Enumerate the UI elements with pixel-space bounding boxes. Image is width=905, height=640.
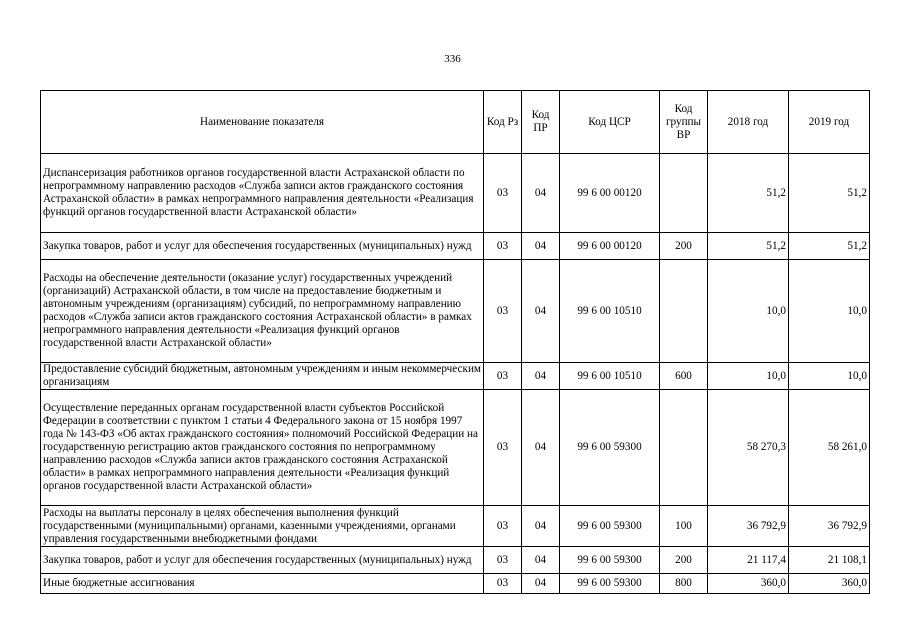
table-row: [41, 390, 870, 506]
row-vr: [660, 390, 708, 506]
row-2018: 21 117,4: [708, 547, 789, 574]
row-vr: 800: [660, 574, 708, 594]
header-vr: Код группы ВР: [660, 91, 708, 154]
row-2018: 360,0: [708, 574, 789, 594]
table-row: [41, 154, 870, 233]
row-pr: 04: [522, 506, 560, 547]
row-pr: 04: [522, 390, 560, 506]
row-rz: 03: [484, 233, 522, 260]
table-row: [41, 506, 870, 547]
row-pr: 04: [522, 547, 560, 574]
row-rz: 03: [484, 506, 522, 547]
row-2019: 21 108,1: [789, 547, 870, 574]
table-row: [41, 260, 870, 363]
row-2019: 36 792,9: [789, 506, 870, 547]
row-rz: 03: [484, 154, 522, 233]
row-name: Закупка товаров, работ и услуг для обеспечения государственных (муниципальных) нужд: [41, 547, 484, 574]
row-csr: 99 6 00 59300: [560, 574, 660, 594]
row-csr: 99 6 00 10510: [560, 260, 660, 363]
row-name: Иные бюджетные ассигнования: [41, 574, 484, 594]
row-pr: 04: [522, 154, 560, 233]
row-vr: 100: [660, 506, 708, 547]
row-name: Предоставление субсидий бюджетным, автономным учреждениям и иным некоммерческим организациям: [41, 363, 484, 390]
row-rz: 03: [484, 260, 522, 363]
row-pr: 04: [522, 363, 560, 390]
row-2018: 10,0: [708, 260, 789, 363]
row-2018: 51,2: [708, 154, 789, 233]
row-name: Диспансеризация работников органов государственной власти Астраханской области по непрограммному направлению расходов «Служба записи актов гражданского состояния Астраханской области» в рамках непрограммного направления деятельности «Реализация функций органов государственной власти Астраханской области»: [41, 154, 484, 233]
row-vr: 200: [660, 547, 708, 574]
row-rz: 03: [484, 390, 522, 506]
header-2019: 2019 год: [789, 91, 870, 154]
row-rz: 03: [484, 574, 522, 594]
row-pr: 04: [522, 574, 560, 594]
row-csr: 99 6 00 59300: [560, 547, 660, 574]
row-csr: 99 6 00 00120: [560, 154, 660, 233]
row-vr: 200: [660, 233, 708, 260]
row-name: Осуществление переданных органам государственной власти субъектов Российской Федерации в соответствии с пунктом 1 статьи 4 Федерального закона от 15 ноября 1997 года № 143-ФЗ «Об актах гражданского состояния» полномочий Российской Федерации на государственную регистрацию актов гражданского состояния по непрограммному направлению расходов «Служба записи актов гражданского состояния Астраханской области» в рамках непрограммного направления деятельности «Реализация функций органов государственной власти Астраханской области»: [41, 390, 484, 506]
row-vr: 600: [660, 363, 708, 390]
row-2019: 10,0: [789, 363, 870, 390]
header-pr: Код ПР: [522, 91, 560, 154]
table-row: [41, 547, 870, 574]
row-vr: [660, 154, 708, 233]
table-row: [41, 363, 870, 390]
row-2019: 51,2: [789, 154, 870, 233]
header-rz: Код Рз: [484, 91, 522, 154]
row-pr: 04: [522, 233, 560, 260]
header-csr: Код ЦСР: [560, 91, 660, 154]
header-2018: 2018 год: [708, 91, 789, 154]
row-csr: 99 6 00 59300: [560, 506, 660, 547]
budget-table: [40, 90, 870, 594]
table-row: [41, 233, 870, 260]
header-row: [41, 91, 870, 154]
row-rz: 03: [484, 547, 522, 574]
row-2019: 360,0: [789, 574, 870, 594]
header-name: Наименование показателя: [41, 91, 484, 154]
page-number: 336: [444, 53, 461, 65]
row-rz: 03: [484, 363, 522, 390]
row-2019: 10,0: [789, 260, 870, 363]
row-2019: 58 261,0: [789, 390, 870, 506]
row-csr: 99 6 00 10510: [560, 363, 660, 390]
row-2018: 10,0: [708, 363, 789, 390]
row-csr: 99 6 00 00120: [560, 233, 660, 260]
row-pr: 04: [522, 260, 560, 363]
row-2018: 51,2: [708, 233, 789, 260]
row-2018: 36 792,9: [708, 506, 789, 547]
row-2018: 58 270,3: [708, 390, 789, 506]
table-row: [41, 574, 870, 594]
row-vr: [660, 260, 708, 363]
row-name: Закупка товаров, работ и услуг для обеспечения государственных (муниципальных) нужд: [41, 233, 484, 260]
row-name: Расходы на обеспечение деятельности (оказание услуг) государственных учреждений (организаций) Астраханской области, в том числе на предоставление бюджетным и автономным учреждениям (организациям) субсидий, по непрограммному направлению расходов «Служба записи актов гражданского состояния Астраханской области» в рамках непрограммного направления деятельности «Реализация функций органов государственной власти Астраханской области»: [41, 260, 484, 363]
row-csr: 99 6 00 59300: [560, 390, 660, 506]
row-2019: 51,2: [789, 233, 870, 260]
row-name: Расходы на выплаты персоналу в целях обеспечения выполнения функций государственными (муниципальными) органами, казенными учреждениями, органами управления государственными внебюджетными фондами: [41, 506, 484, 547]
